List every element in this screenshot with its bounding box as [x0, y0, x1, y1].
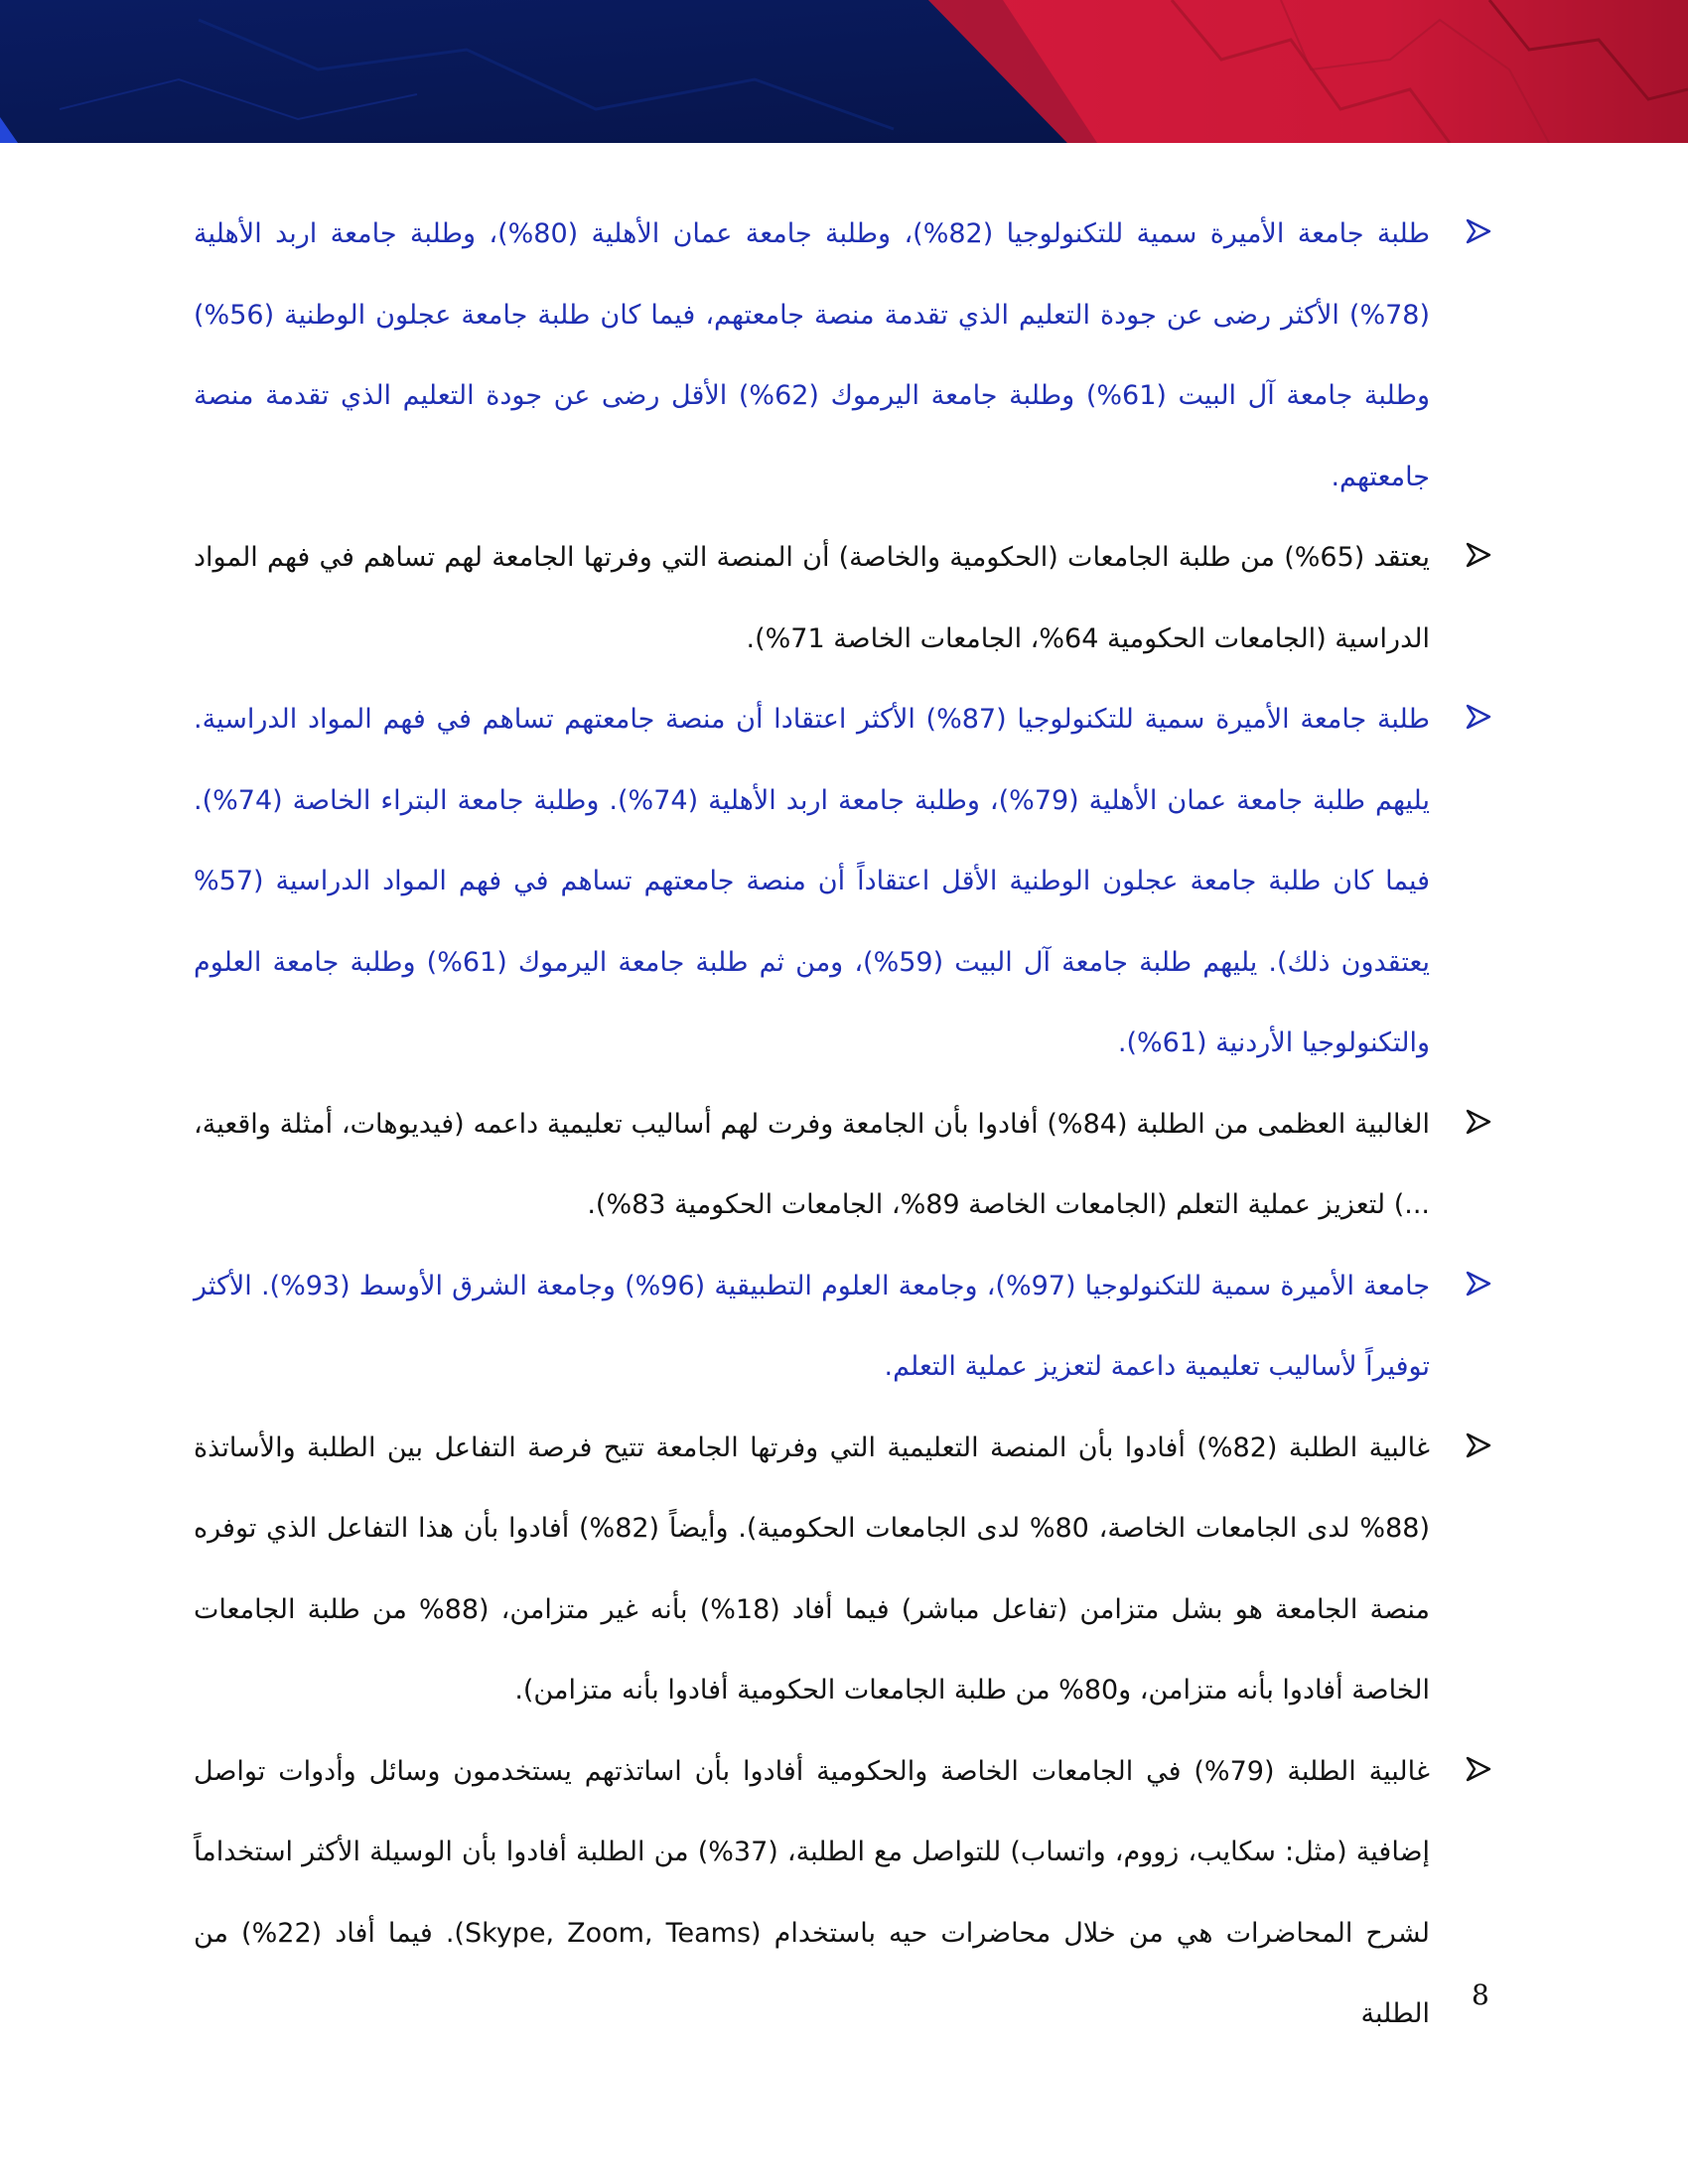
bullet-paragraph	[194, 679, 1430, 1084]
arrow-bullet-icon	[1466, 1433, 1491, 1458]
arrow-bullet-icon	[1466, 218, 1491, 244]
arrow-bullet-icon	[1466, 542, 1491, 568]
document-body	[194, 194, 1430, 2055]
bullet-paragraph	[194, 1731, 1430, 2055]
bullet-text: يعتقد (65%) من طلبة الجامعات (الحكومية والخاصة) أن المنصة التي وفرتها الجامعة لهم تساهم في فهم المواد الدراسية (الجامعات الحكومية 64%، الجامعات الخاصة 71%).	[194, 542, 1430, 654]
bullet-paragraph	[194, 1408, 1430, 1731]
bullet-text: طلبة جامعة الأميرة سمية للتكنولوجيا (87%) الأكثر اعتقادا أن منصة جامعتهم تساهم في فهم المواد الدراسية. يليهم طلبة جامعة عمان الأهلية (79%)، وطلبة جامعة اربد الأهلية (74%). وطلبة جامعة البتراء الخاصة (74%). فيما كان طلبة جامعة عجلون الوطنية الأقل اعتقاداً أن منصة جامعتهم تساهم في فهم المواد الدراسية (57% يعتقدون ذلك). يليهم طلبة جامعة آل البيت (59%)، ومن ثم طلبة جامعة اليرموك (61%) وطلبة جامعة العلوم والتكنولوجيا الأردنية (61%).	[194, 704, 1431, 1058]
arrow-bullet-icon	[1466, 1756, 1491, 1782]
bullet-paragraph	[194, 1246, 1430, 1408]
bullet-paragraph	[194, 1084, 1430, 1246]
bullet-text: جامعة الأميرة سمية للتكنولوجيا (97%)، وجامعة العلوم التطبيقية (96%) وجامعة الشرق الأوسط (93%). الأكثر توفيراً لأساليب تعليمية داعمة لتعزيز عملية التعلم.	[194, 1270, 1431, 1382]
banner-graphic	[0, 0, 1688, 143]
page-number: 8	[1472, 1979, 1489, 2011]
header-banner	[0, 0, 1688, 143]
arrow-bullet-icon	[1466, 704, 1491, 730]
bullet-paragraph	[194, 194, 1430, 517]
bullet-text: غالبية الطلبة (79%) في الجامعات الخاصة والحكومية أفادوا بأن اساتذتهم يستخدمون وسائل وأدوات تواصل إضافية (مثل: سكايب، زووم، واتساب) للتواصل مع الطلبة، (37%) من الطلبة أفادوا بأن الوسيلة الأكثر استخداماً لشرح المحاضرات هي من خلال محاضرات حيه باستخدام (Skype, Zoom, Teams). فيما أفاد (22%) من الطلبة	[194, 1755, 1431, 2029]
arrow-bullet-icon	[1466, 1109, 1491, 1135]
bullet-text: الغالبية العظمى من الطلبة (84%) أفادوا بأن الجامعة وفرت لهم أساليب تعليمية داعمه (فيديوهات، أمثلة واقعية، ...) لتعزيز عملية التعلم (الجامعات الخاصة 89%، الجامعات الحكومية 83%).	[194, 1108, 1430, 1220]
bullet-paragraph	[194, 517, 1430, 679]
arrow-bullet-icon	[1466, 1271, 1491, 1297]
bullet-text: طلبة جامعة الأميرة سمية للتكنولوجيا (82%)، وطلبة جامعة عمان الأهلية (80%)، وطلبة جامعة اربد الأهلية (78%) الأكثر رضى عن جودة التعليم الذي تقدمة منصة جامعتهم، فيما كان طلبة جامعة عجلون الوطنية (56%) وطلبة جامعة آل البيت (61%) وطلبة جامعة اليرموك (62%) الأقل رضى عن جودة التعليم الذي تقدمة منصة جامعتهم.	[194, 218, 1430, 492]
bullet-text: غالبية الطلبة (82%) أفادوا بأن المنصة التعليمية التي وفرتها الجامعة تتيح فرصة التفاعل بين الطلبة والأساتذة (88% لدى الجامعات الخاصة، 80% لدى الجامعات الحكومية). وأيضاً (82%) أفادوا بأن هذا التفاعل الذي توفره منصة الجامعة هو بشل متزامن (تفاعل مباشر) فيما أفاد (18%) بأنه غير متزامن، (88% من طلبة الجامعات الخاصة أفادوا بأنه متزامن، و80% من طلبة الجامعات الحكومية أفادوا بأنه متزامن).	[194, 1432, 1431, 1706]
